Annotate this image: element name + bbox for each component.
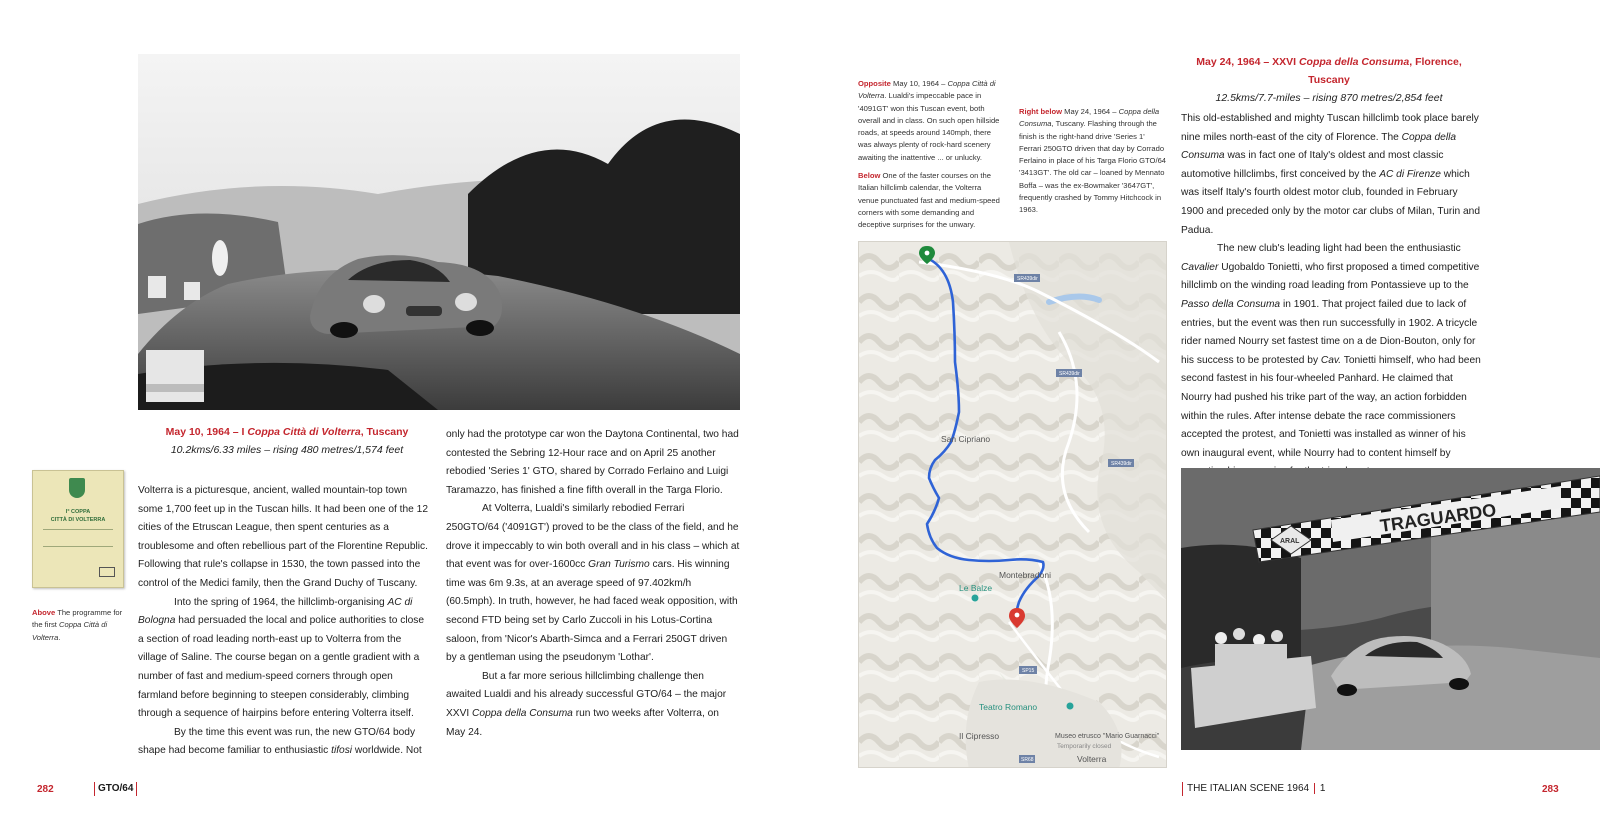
paragraph: only had the prototype car won the Daytona Continental, two had contested the Sebring 12-Hour race and on April 25 another rebodied 'Series 1' GTO, shared by Corrado Ferlaino and Luigi Taramazzo, has finished a fine fifth overall in the Targa Florio.	[446, 429, 739, 496]
road-shield	[1014, 274, 1040, 282]
volterra-photo	[138, 54, 740, 410]
paragraph: By the time this event was run, the new GTO/64 body shape had become familiar to enthusiastic tifosi worldwide. Not	[138, 726, 422, 757]
paragraph: This old-established and mighty Tuscan hillclimb took place barely nine miles north-east of the city of Florence. The Coppa della Consuma was in fact one of Italy's oldest and most classic automotive hillclimbs, first conceived by the AC di Firenze which was itself Italy's fourth oldest motor club, founded in February 1900 and preceded only by the motor car clubs of Milan, Turin and Padua.	[1181, 113, 1481, 236]
left-column-1	[138, 482, 432, 761]
programme-stamp	[99, 567, 115, 577]
poi-icon	[972, 595, 979, 602]
map-label-san-cipriano: San Cipriano	[941, 434, 991, 444]
consuma-photo	[1181, 468, 1600, 750]
paragraph: The new club's leading light had been the enthusiastic Cavalier Ugobaldo Tonietti, who first proposed a timed competitive hillclimb on the winding road leading from Pontassieve up to the Passo della Consuma in 1901. That project failed due to lack of entries, but the event was then run successfully in 1902. A tricycle rider named Nourry set fastest time on a de Dion-Bouton, only for his success to be protested by Cav. Tonietti himself, who had been second fastest in his four-wheeled Panhard. He claimed that Nourry had pushed his trike part of the way, an action forbidden within the rules. After intense debate the race commissioners accepted the protest, and Tonietti was installed as winner of his own inaugural event, while Nourry had to content himself by	[1181, 243, 1481, 459]
caption-opposite: Opposite May 10, 1964 – Coppa Città di Volterra. Lualdi's impeccable pace in '4091GT' won this Tuscan event, both overall and in class. On such open hillside roads, at speeds around 140mph, there was always plenty of rock-hard scenery awaiting the inattentive ... or unlucky.	[858, 79, 1000, 162]
caption-below: Below One of the faster courses on the Italian hillclimb calendar, the Volterra venue punctuated fast and medium-speed corners with some demanding and deceptive surprises for the unwary.	[858, 171, 1000, 230]
consuma-photo-art	[1181, 468, 1600, 750]
programme-image	[32, 470, 124, 588]
svg-text:SR439dir: SR439dir	[1059, 371, 1080, 377]
map-label-teatro-romano: Teatro Romano	[979, 702, 1038, 712]
course-map-art	[859, 242, 1167, 768]
paragraph: At Volterra, Lualdi's similarly rebodied Ferrari 250GTO/64 ('4091GT') proved to be the class of the field, and he drove it impeccably to win both overall and in his class – which at that event was for over-1600cc Gran Turismo cars. His winning time was 6m 9.3s, at an average speed of 97.402km/h (60.5mph). In truth, however, he had faced weak opposition, with second FTD being set by Carlo Zuccoli in his Lotus-Cortina saloon, from 'Nicor's Abarth-Simca and a Ferrari 250GT driven by a gentleman using the pseudonym 'Lothar'.	[446, 503, 740, 664]
banner-text: TRAGUARDO	[1378, 499, 1498, 536]
volterra-heading	[140, 423, 434, 459]
volterra-photo-art	[138, 54, 740, 410]
caption-right-below: Right below May 24, 1964 – Coppa della Consuma, Tuscany. Flashing through the finish is the right-hand drive 'Series 1' Ferrari 250GTO driven that day by Corrado Ferlaino in place of his Targa Florio GTO/64 '3413GT'. The old car – loaned by Mennato Boffa – was the ex-Bowmaker '3647GT', frequently crashed by Tommy Hitchcock in 1963.	[1019, 107, 1167, 215]
consuma-heading	[1181, 53, 1477, 107]
map-label-volterra: Volterra	[1077, 754, 1107, 764]
svg-text:SR68: SR68	[1021, 757, 1034, 763]
road-shield	[1056, 369, 1082, 377]
svg-text:SP15: SP15	[1022, 668, 1035, 674]
map-label-museo-status: Temporarily closed	[1057, 743, 1112, 750]
course-map	[858, 241, 1167, 768]
consuma-heading-subtitle: 12.5kms/7.7-miles – rising 870 metres/2,854 feet	[1215, 92, 1443, 104]
road-shield	[1019, 666, 1037, 674]
programme-title-line1: I° COPPA	[65, 509, 91, 515]
page-number-left: 282	[37, 784, 54, 795]
volterra-heading-title: May 10, 1964 – I Coppa Città di Volterra, Tuscany	[165, 426, 409, 438]
programme-fineprint	[43, 529, 113, 547]
running-footer-left: GTO/64	[94, 782, 137, 796]
paragraph: But a far more serious hillclimbing challenge then awaited Lualdi and his already successful GTO/64 – the major XXVI Coppa della Consuma run two weeks after Volterra, on May 24.	[446, 670, 727, 738]
svg-text:SR439dir: SR439dir	[1017, 276, 1038, 282]
caption-above: Above The programme for the first Coppa Città di Volterra.	[32, 608, 123, 642]
captions-col-2	[1019, 106, 1167, 223]
volterra-heading-subtitle: 10.2kms/6.33 miles – rising 480 metres/1,574 feet	[170, 444, 404, 456]
consuma-heading-title: May 24, 1964 – XXVI Coppa della Consuma, Florence, Tuscany	[1196, 56, 1462, 86]
road-shield	[1108, 459, 1134, 467]
paragraph: Volterra is a picturesque, ancient, walled mountain-top town some 1,700 feet up in the Tuscan hills. It had been one of the 12 cities of the Etruscan League, then spent centuries as a troublesome and often rebellious part of the Florentine Republic. Following that rule's collapse in 1530, the town passed into the control of the Medici family, then the Grand Duchy of Tuscany.	[138, 485, 428, 589]
programme-crest	[69, 478, 85, 498]
right-column	[1181, 110, 1481, 482]
road-shield	[1019, 755, 1035, 763]
map-label-museo: Museo etrusco "Mario Guarnacci"	[1055, 733, 1160, 740]
svg-text:SR439dir: SR439dir	[1111, 461, 1132, 467]
poi-icon	[1067, 703, 1074, 710]
page-number-right: 283	[1542, 784, 1559, 795]
map-label-le-balze: Le Balze	[959, 583, 993, 593]
captions-col-1	[858, 78, 1004, 238]
programme-title-line2: CITTÀ DI VOLTERRA	[50, 517, 106, 523]
map-label-il-cipresso: Il Cipresso	[959, 731, 1000, 741]
svg-text:ARAL: ARAL	[1280, 538, 1300, 545]
paragraph: Into the spring of 1964, the hillclimb-organising AC di Bologna had persuaded the local and police authorities to close a section of road leading north-east up to Volterra from the village of Saline. The course began on a gentle gradient with a number of fast and medium-speed corners through open farmland before beginning to steepen considerably, climbing through a sequence of hairpins before entering Volterra itself.	[138, 596, 425, 720]
map-label-montebradoni: Montebradoni	[999, 570, 1051, 580]
running-footer-right: THE ITALIAN SCENE 1964 1	[1182, 782, 1325, 796]
left-column-2	[446, 426, 740, 742]
